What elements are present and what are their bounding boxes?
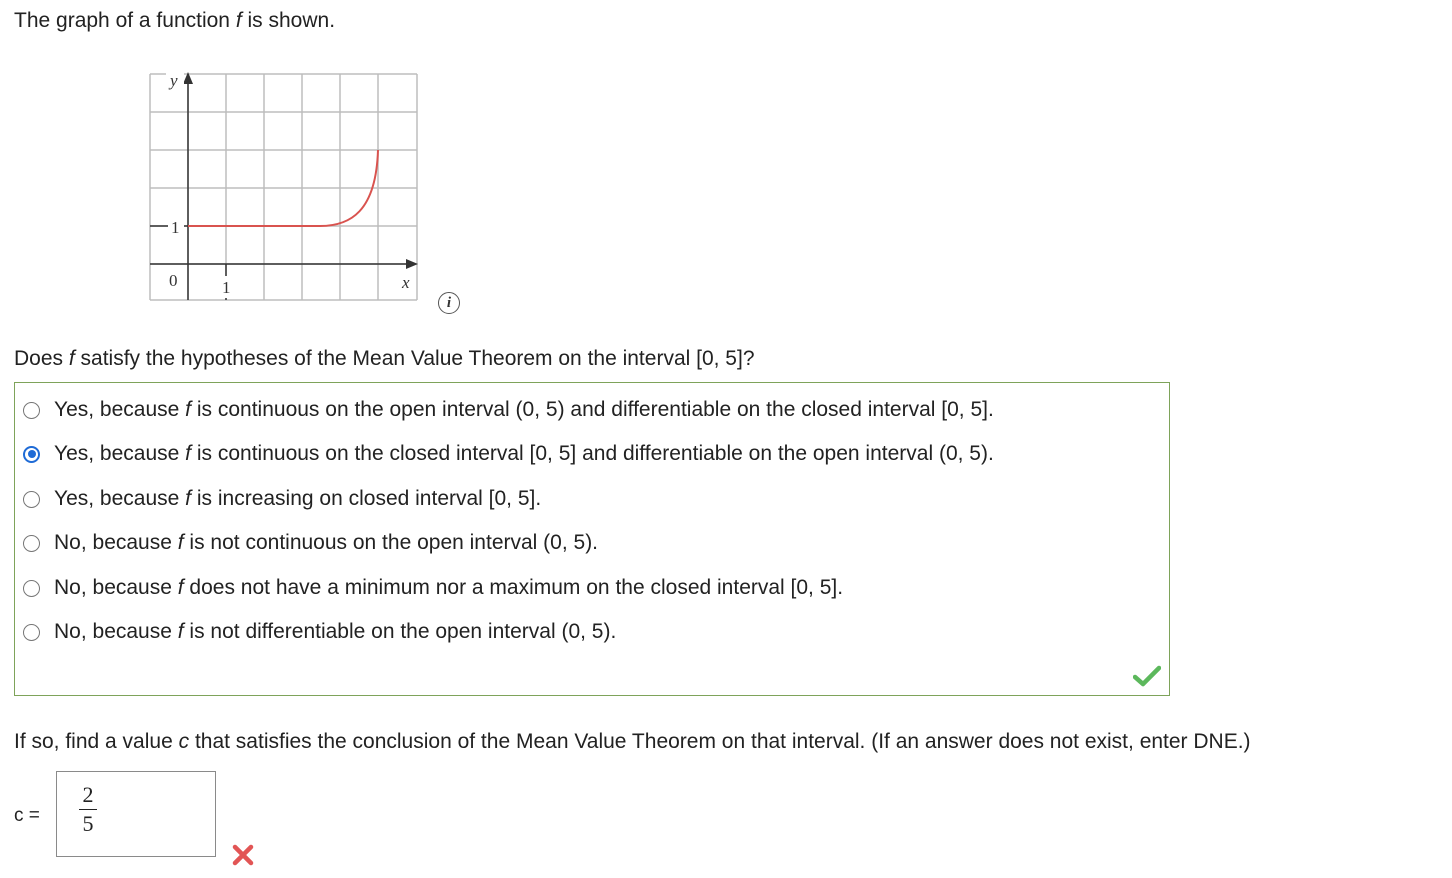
c-label: c =: [14, 805, 40, 826]
fraction-numerator: 2: [82, 782, 94, 807]
choice-6-radio[interactable]: [23, 624, 40, 641]
question-text: [14, 346, 755, 372]
choice-2[interactable]: [21, 439, 994, 469]
y-axis-label: y: [170, 71, 178, 90]
choice-5-radio[interactable]: [23, 580, 40, 597]
tick-y-1: 1: [171, 218, 180, 237]
intro-function-var: f: [235, 9, 242, 32]
choice-3[interactable]: [21, 484, 541, 514]
choice-1-radio[interactable]: [23, 402, 40, 419]
choice-4[interactable]: [21, 528, 598, 558]
question-before: Does: [14, 347, 69, 370]
answer-choices-box: [14, 382, 1170, 696]
info-icon[interactable]: i: [438, 292, 460, 314]
question-after: satisfy the hypotheses of the Mean Value Theorem on the interval [0, 5]?: [74, 347, 755, 370]
intro-text-before: The graph of a function: [14, 9, 236, 32]
tick-origin: 0: [169, 271, 178, 290]
intro-text-after: is shown.: [241, 9, 336, 32]
part2-before: If so, find a value: [14, 730, 179, 753]
intro-text: [14, 8, 335, 34]
part2-c-var: c: [178, 730, 190, 753]
graph-grid: [150, 74, 417, 300]
tick-x-1: 1: [222, 278, 231, 297]
x-axis-label: x: [402, 273, 410, 292]
answer-input[interactable]: [56, 771, 216, 857]
part2-text: [14, 729, 1251, 755]
choice-6[interactable]: [21, 617, 616, 647]
choice-6-label: No, because f is not differentiable on the open interval (0, 5).: [54, 620, 617, 643]
choice-2-label: Yes, because f is continuous on the closed interval [0, 5] and differentiable on the open interval (0, 5).: [54, 442, 994, 465]
question-function-var: f: [68, 347, 75, 370]
choice-5-label: No, because f does not have a minimum nor a maximum on the closed interval [0, 5].: [54, 576, 844, 599]
choice-1[interactable]: [21, 395, 994, 425]
choice-4-label: No, because f is not continuous on the open interval (0, 5).: [54, 531, 599, 554]
choice-4-radio[interactable]: [23, 535, 40, 552]
part2-after: that satisfies the conclusion of the Mean Value Theorem on that interval. (If an answer does not exist, enter DNE.): [189, 730, 1251, 753]
x-axis-arrow: [406, 259, 418, 269]
answer-fraction: [77, 782, 99, 837]
fraction-bar: [79, 809, 97, 810]
correct-check-icon: [1133, 665, 1161, 687]
choice-3-radio[interactable]: [23, 491, 40, 508]
fraction-denominator: 5: [82, 811, 94, 836]
choice-3-label: Yes, because f is increasing on closed interval [0, 5].: [54, 487, 542, 510]
choice-2-radio[interactable]: [23, 446, 40, 463]
choice-1-label: Yes, because f is continuous on the open interval (0, 5) and differentiable on the closed interval [0, 5].: [54, 398, 994, 421]
function-graph: [140, 62, 430, 312]
choice-5[interactable]: [21, 573, 843, 603]
incorrect-x-icon: [232, 844, 254, 866]
